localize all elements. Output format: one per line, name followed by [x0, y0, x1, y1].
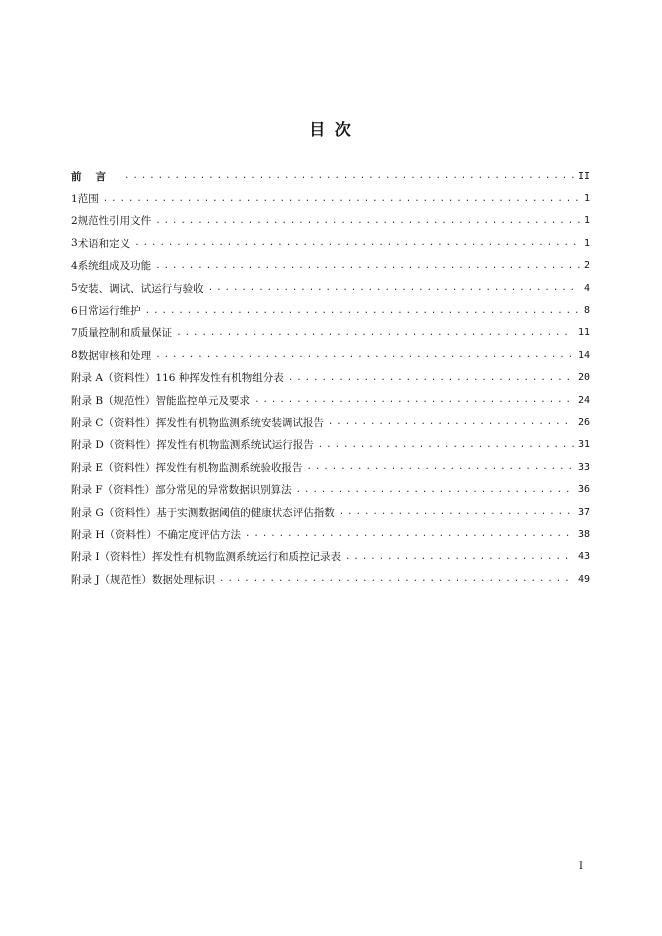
appendix-id: 附录 J [71, 573, 100, 586]
toc-entry-label: 安装、调试、试运行与验收 [77, 282, 204, 295]
toc-entry-label: 范围 [77, 193, 99, 206]
leader-dots [208, 283, 580, 293]
appendix-title: 116 种挥发性有机物组分表 [155, 372, 284, 385]
toc-entry-number: 4 [71, 259, 78, 272]
page-number: I [579, 861, 583, 872]
toc-entry-page: 14 [577, 349, 590, 361]
leader-dots [254, 395, 574, 405]
toc-appendix-entry[interactable] [71, 411, 590, 433]
leader-dots [339, 507, 574, 517]
appendix-title: 部分常见的异常数据识别算法 [155, 484, 292, 497]
appendix-title: 智能监控单元及要求 [155, 394, 251, 407]
toc-entry[interactable] [71, 344, 590, 366]
appendix-page: 38 [577, 528, 590, 540]
toc-entry-number: 8 [71, 349, 78, 362]
appendix-title: 挥发性有机物监测系统运行和质控记录表 [152, 551, 341, 564]
appendix-id: 附录 G [71, 506, 104, 519]
appendix-page: 33 [577, 461, 590, 473]
leader-dots [345, 552, 574, 562]
toc-entry-number: 2 [71, 214, 78, 227]
appendix-title: 挥发性有机物监测系统验收报告 [155, 461, 303, 474]
leader-dots [219, 574, 574, 584]
toc-entry[interactable] [71, 277, 590, 299]
appendix-type: （规范性） [99, 573, 153, 586]
toc-entry[interactable] [71, 187, 590, 209]
appendix-title: 基于实测数据阈值的健康状态评估指数 [156, 506, 335, 519]
toc-entry[interactable] [71, 210, 590, 232]
appendix-page: 49 [577, 573, 590, 585]
toc-entry[interactable] [71, 255, 590, 277]
appendix-page: 31 [577, 439, 590, 451]
appendix-page: 26 [577, 416, 590, 428]
appendix-page: 43 [577, 551, 590, 563]
leader-dots [124, 171, 574, 181]
leader-dots [245, 529, 574, 539]
toc-entry-page: 8 [583, 305, 590, 317]
toc-appendix-entry[interactable] [71, 367, 590, 389]
appendix-id: 附录 A [71, 372, 103, 385]
appendix-title: 挥发性有机物监测系统安装调试报告 [155, 416, 324, 429]
appendix-type: （资料性） [102, 484, 156, 497]
appendix-id: 附录 F [71, 484, 103, 497]
toc-entry-page: 1 [583, 237, 590, 249]
leader-dots [134, 238, 580, 248]
appendix-page: 36 [577, 484, 590, 496]
appendix-title: 数据处理标识 [152, 573, 216, 586]
toc-entry-page: 2 [583, 260, 590, 272]
leader-dots [176, 328, 574, 338]
leader-dots [155, 261, 580, 271]
toc-appendix-entry[interactable] [71, 456, 590, 478]
toc-entry[interactable] [71, 299, 590, 321]
leader-dots [155, 350, 574, 360]
leader-dots [103, 194, 580, 204]
appendix-id: 附录 C [71, 416, 104, 429]
toc-entry-label: 术语和定义 [77, 237, 131, 250]
leader-dots [145, 306, 580, 316]
appendix-type: （规范性） [103, 394, 156, 407]
toc-entry-label: 系统组成及功能 [77, 260, 152, 273]
toc-entry-page: II [577, 170, 590, 182]
appendix-id: 附录 D [71, 439, 104, 452]
appendix-title: 不确定度评估方法 [157, 528, 241, 541]
toc-entry-foreword[interactable] [71, 165, 590, 187]
toc-entry-label: 数据审核和处理 [77, 349, 152, 362]
leader-dots [318, 440, 574, 450]
toc-entry-page: 1 [583, 193, 590, 205]
toc-entry-page: 4 [583, 282, 590, 294]
toc-entry-number: 5 [71, 282, 78, 295]
appendix-id: 附录 E [71, 461, 104, 474]
toc-appendix-entry[interactable] [71, 478, 590, 500]
appendix-type: （资料性） [103, 461, 156, 474]
toc-entry-page: 1 [583, 215, 590, 227]
appendix-type: （资料性） [103, 416, 156, 429]
toc-entry-number: 1 [71, 192, 78, 205]
appendix-id: 附录 I [71, 551, 100, 564]
toc-appendix-entry[interactable] [71, 546, 590, 568]
toc-appendix-entry[interactable] [71, 389, 590, 411]
appendix-page: 37 [577, 506, 590, 518]
appendix-id: 附录 B [71, 394, 104, 407]
appendix-type: （资料性） [103, 506, 157, 519]
leader-dots [288, 373, 574, 383]
toc-entry-number: 7 [71, 326, 78, 339]
appendix-type: （资料性） [103, 439, 157, 452]
leader-dots [307, 462, 574, 472]
toc-appendix-entry[interactable] [71, 568, 590, 590]
toc-entry-label: 质量控制和质量保证 [77, 327, 173, 340]
appendix-type: （资料性） [102, 372, 156, 385]
toc-entry[interactable] [71, 232, 590, 254]
page-title: 目 次 [309, 120, 353, 139]
leader-dots [328, 417, 574, 427]
toc-entry-number: 6 [71, 304, 78, 317]
table-of-contents [71, 165, 590, 590]
toc-appendix-entry[interactable] [71, 501, 590, 523]
toc-appendix-entry[interactable] [71, 523, 590, 545]
toc-entry-number: 3 [71, 237, 78, 250]
appendix-id: 附录 H [71, 528, 105, 541]
leader-dots [296, 485, 574, 495]
toc-entry-label: 日常运行维护 [77, 305, 141, 318]
appendix-title: 挥发性有机物监测系统试运行报告 [156, 439, 314, 452]
appendix-page: 20 [577, 372, 590, 384]
toc-entry-label: 前言 [71, 170, 120, 183]
leader-dots [155, 216, 580, 226]
appendix-page: 24 [577, 394, 590, 406]
appendix-type: （资料性） [99, 551, 152, 564]
toc-entry-label: 规范性引用文件 [77, 215, 152, 228]
toc-appendix-entry[interactable] [71, 434, 590, 456]
toc-entry[interactable] [71, 322, 590, 344]
appendix-type: （资料性） [104, 528, 157, 541]
toc-entry-page: 11 [577, 327, 590, 339]
